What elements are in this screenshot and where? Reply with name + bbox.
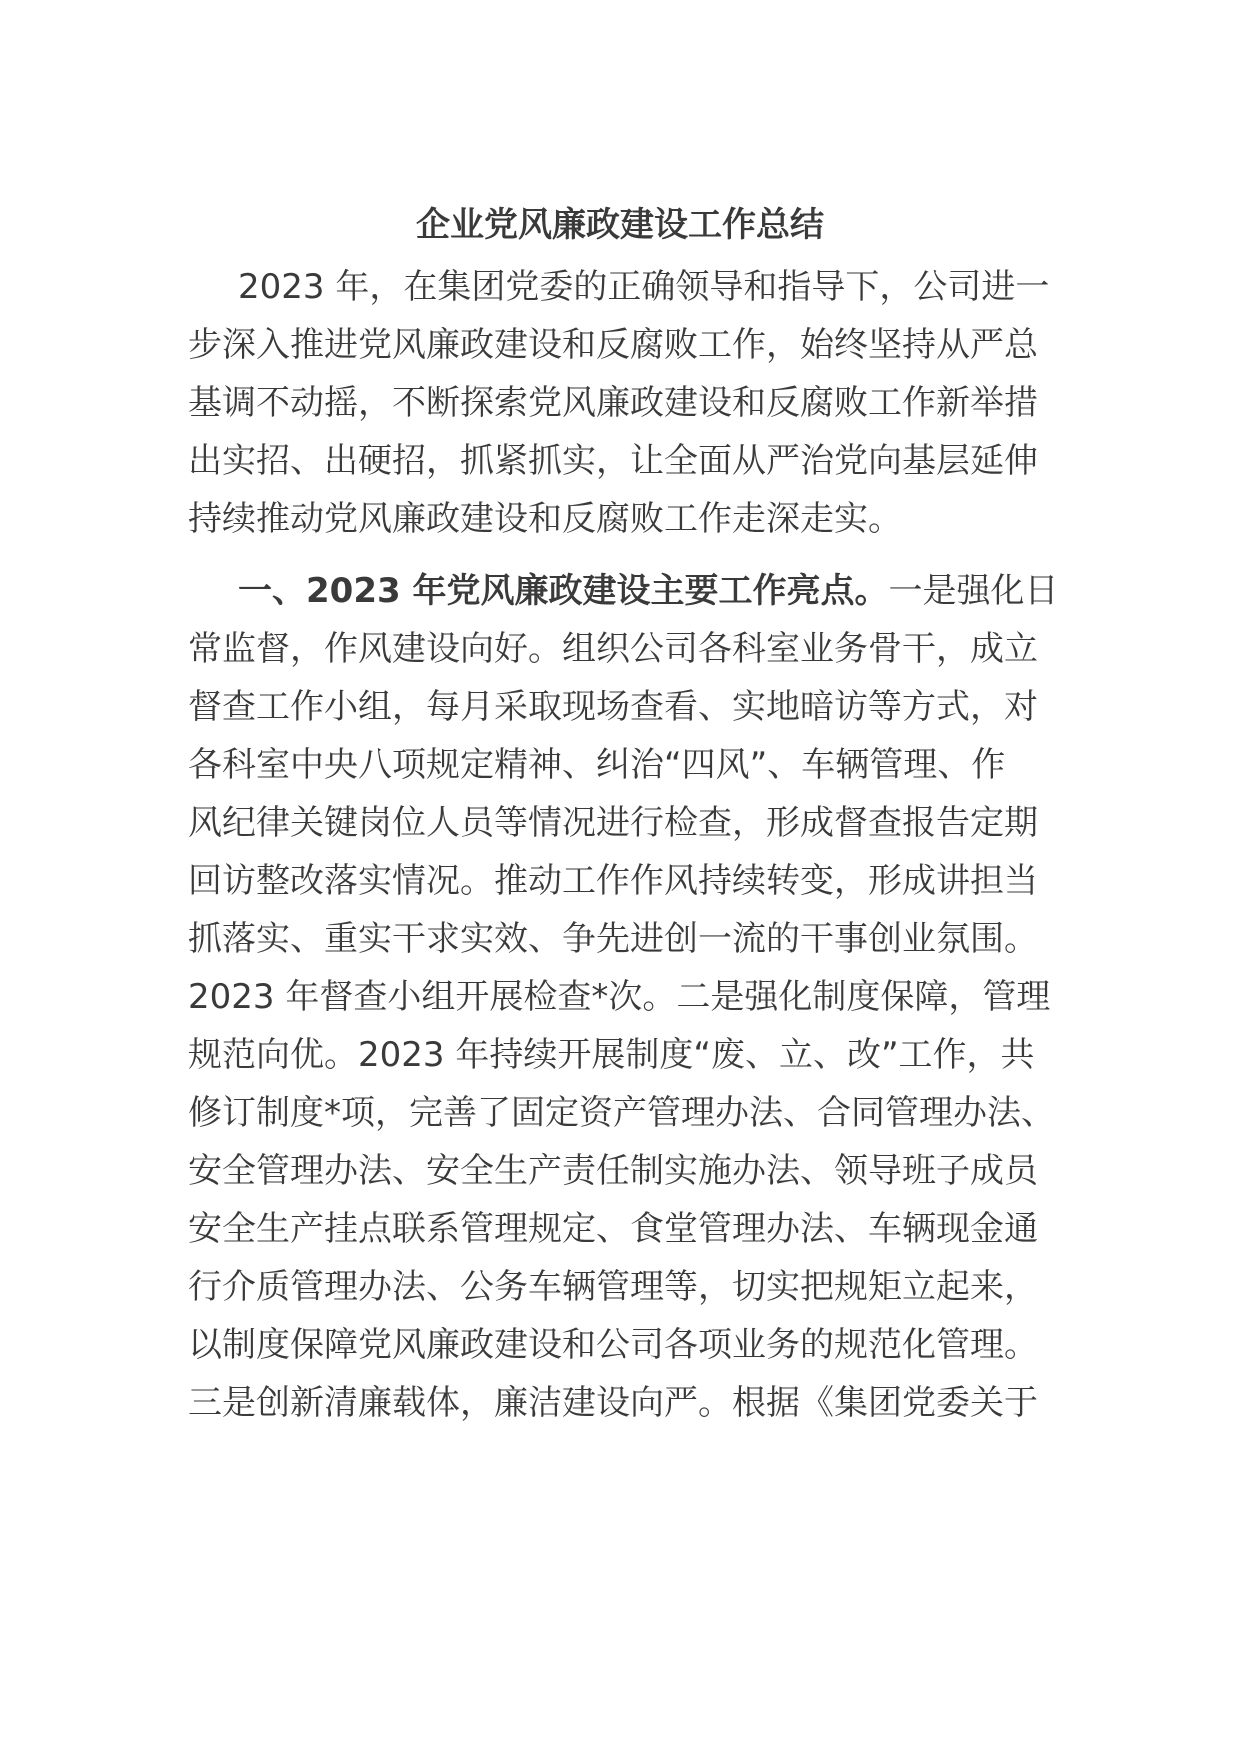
paragraph-line: 风纪律关键岗位人员等情况进行检查，形成督查报告定期 (188, 803, 1038, 843)
document-title: 企业党风廉政建设工作总结 (416, 205, 824, 245)
section-heading: 一、2023 年党风廉政建设主要工作亮点。 (238, 571, 889, 611)
paragraph-line: 步深入推进党风廉政建设和反腐败工作，始终坚持从严总 (188, 325, 1038, 365)
paragraph-line: 安全管理办法、安全生产责任制实施办法、领导班子成员 (188, 1151, 1038, 1191)
paragraph-line: 安全生产挂点联系管理规定、食堂管理办法、车辆现金通 (188, 1209, 1038, 1249)
paragraph-line: 以制度保障党风廉政建设和公司各项业务的规范化管理。 (188, 1325, 1038, 1365)
paragraph-line: 三是创新清廉载体，廉洁建设向严。根据《集团党委关于 (188, 1383, 1038, 1423)
paragraph-line: 出实招、出硬招，抓紧抓实，让全面从严治党向基层延伸 (188, 441, 1038, 481)
paragraph-line: 2023 年，在集团党委的正确领导和指导下，公司进一 (238, 267, 1050, 307)
paragraph-line: 规范向优。2023 年持续开展制度“废、立、改”工作，共 (188, 1035, 1035, 1075)
paragraph-line: 各科室中央八项规定精神、纠治“四风”、车辆管理、作 (188, 745, 1006, 785)
paragraph-line: 督查工作小组，每月采取现场查看、实地暗访等方式，对 (188, 687, 1038, 727)
paragraph-line: 行介质管理办法、公务车辆管理等，切实把规矩立起来， (188, 1267, 1038, 1307)
paragraph-line: 回访整改落实情况。推动工作作风持续转变，形成讲担当 (188, 861, 1038, 901)
section-first-line (238, 566, 1058, 616)
section-first-line-text: 一是强化日 (888, 571, 1059, 611)
paragraph-line: 修订制度*项，完善了固定资产管理办法、合同管理办法、 (188, 1093, 1055, 1133)
paragraph-line: 抓落实、重实干求实效、争先进创一流的干事创业氛围。 (188, 919, 1038, 959)
paragraph-line: 基调不动摇，不断探索党风廉政建设和反腐败工作新举措 (188, 383, 1038, 423)
paragraph-line: 2023 年督查小组开展检查*次。二是强化制度保障，管理 (188, 977, 1051, 1017)
paragraph-line: 常监督，作风建设向好。组织公司各科室业务骨干，成立 (188, 629, 1038, 669)
paragraph-line: 持续推动党风廉政建设和反腐败工作走深走实。 (188, 499, 902, 539)
